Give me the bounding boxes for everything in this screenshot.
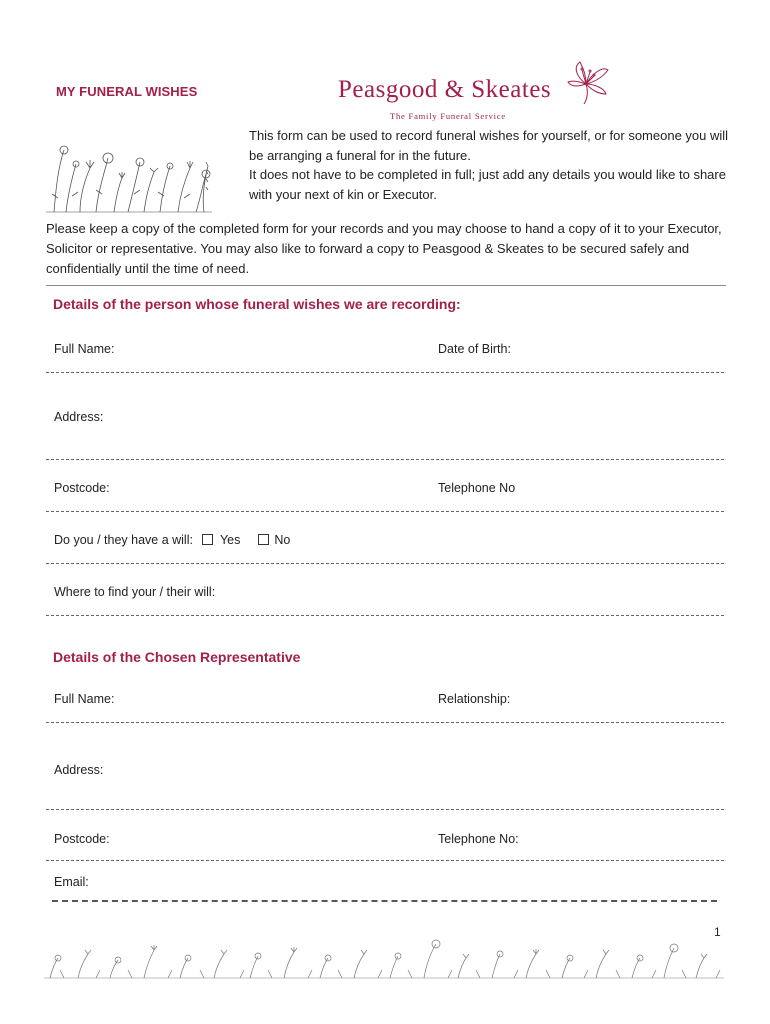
wildflower-border-icon (44, 938, 724, 982)
email-field[interactable] (52, 900, 717, 902)
wildflower-sketch-icon (44, 138, 214, 214)
rep-address-field[interactable] (46, 809, 724, 810)
rep-full-name-label: Full Name: (54, 692, 115, 706)
intro-line-1: This form can be used to record funeral wishes for yourself, or for someone you will be arranging a funeral for in the future. (249, 128, 729, 163)
logo-name: Peasgood & Skeates (338, 76, 552, 103)
logo-tagline: The Family Funeral Service (390, 111, 506, 121)
rep-postcode-label: Postcode: (54, 832, 110, 846)
rep-full-name-field[interactable] (46, 722, 724, 723)
telephone-label: Telephone No (438, 481, 516, 495)
page-number: 1 (714, 925, 721, 939)
yes-label: Yes (219, 533, 241, 547)
form-title: MY FUNERAL WISHES (56, 84, 198, 99)
dob-label: Date of Birth: (438, 342, 511, 356)
rep-address-label: Address: (54, 763, 104, 777)
section1-heading: Details of the person whose funeral wishes we are recording: (53, 296, 461, 312)
postcode-label: Postcode: (54, 481, 110, 495)
address-label: Address: (54, 410, 104, 424)
will-location-field[interactable] (46, 615, 724, 616)
section-divider (46, 285, 726, 286)
intro-text (249, 126, 744, 204)
no-checkbox[interactable] (258, 534, 269, 545)
full-name-field[interactable] (46, 372, 724, 373)
will-question (54, 533, 290, 547)
address-field[interactable] (46, 459, 724, 460)
yes-checkbox[interactable] (202, 534, 213, 545)
will-question-label: Do you / they have a will: (54, 533, 193, 547)
will-location-label: Where to find your / their will: (54, 585, 216, 599)
intro-line-2: It does not have to be completed in full; just add any details you would like to share with your next of kin or Executor. (249, 167, 726, 202)
section2-heading: Details of the Chosen Representative (53, 649, 301, 665)
rep-postcode-field[interactable] (46, 860, 724, 861)
postcode-field[interactable] (46, 511, 724, 512)
no-label: No (274, 533, 291, 547)
lily-icon (564, 58, 612, 104)
email-label: Email: (54, 875, 89, 889)
rep-telephone-label: Telephone No: (438, 832, 519, 846)
company-logo (336, 58, 626, 124)
full-name-label: Full Name: (54, 342, 115, 356)
will-field[interactable] (46, 563, 724, 564)
instructions-paragraph: Please keep a copy of the completed form for your records and you may choose to hand a copy of it to your Executor, Solicitor or representative. You may also like to forward a copy to Peasgood & Skeates to be secured safely and confidentially until the time of need. (46, 221, 722, 276)
relationship-label: Relationship: (438, 692, 511, 706)
